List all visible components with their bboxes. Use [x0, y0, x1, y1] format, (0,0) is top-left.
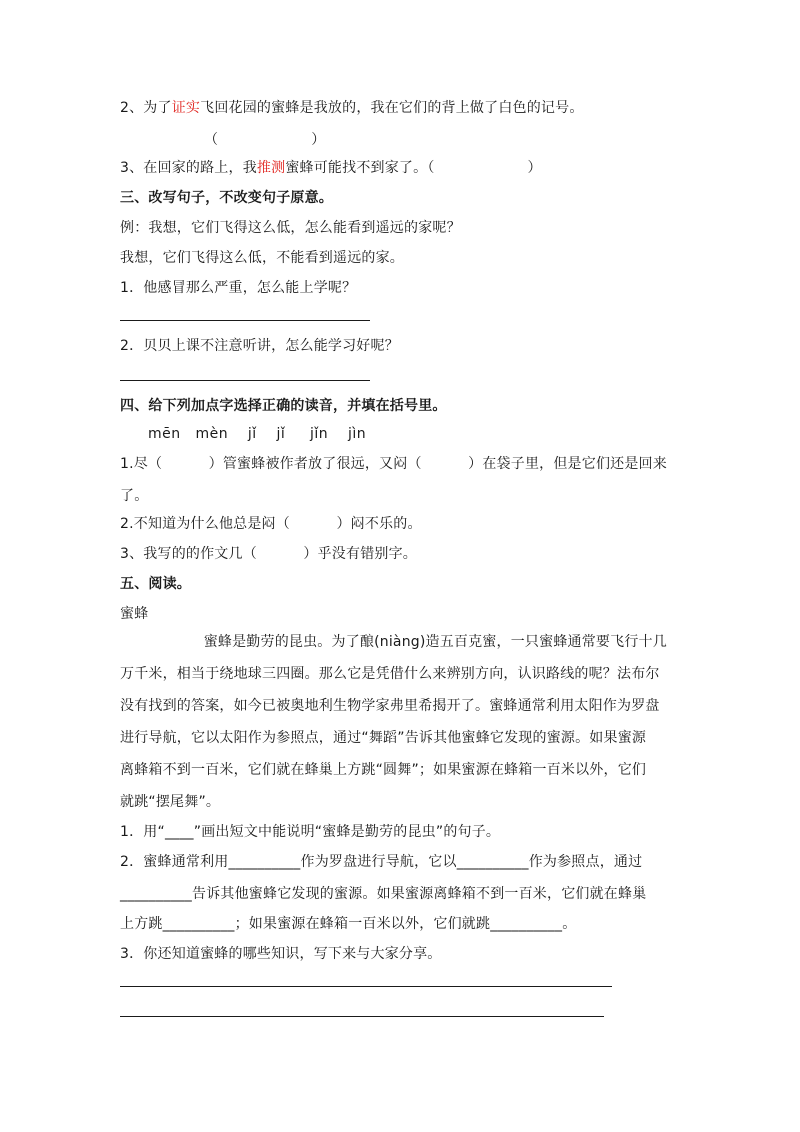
question-2-prefix: 2、为了 — [120, 100, 172, 116]
section-3-question-1: 1．他感冒那么严重，怎么能上学呢？ — [120, 280, 357, 296]
question-3-prefix: 3、在回家的路上，我 — [120, 160, 257, 176]
answer-line-3-2[interactable] — [120, 380, 370, 381]
passage-line-1: 蜜蜂是勤劳的昆虫。为了酿(niàng)造五百克蜜，一只蜜蜂通常要飞行十几 — [120, 634, 667, 650]
passage-line-3: 没有找到的答案，如今已被奥地利生物学家弗里希揭开了。蜜蜂通常利用太阳作为罗盘 — [120, 698, 660, 714]
section-4-pinyin-options: mēn mèn jǐ jǐ jǐn jìn — [148, 426, 367, 442]
section-3-title: 三、改写句子，不改变句子原意。 — [120, 190, 333, 206]
question-2-answer-paren: （ ） — [204, 132, 326, 148]
section-4-question-2: 2.不知道为什么他总是闷（ ）闷不乐的。 — [120, 516, 422, 532]
section-3-question-2: 2．贝贝上课不注意听讲，怎么能学习好呢？ — [120, 338, 399, 354]
passage-line-6: 就跳“摆尾舞”。 — [120, 794, 221, 810]
question-3-keyword: 推测 — [256, 160, 286, 176]
question-2-text: 飞回花园的蜜蜂是我放的，我在它们的背上做了白色的记号。 — [200, 100, 584, 116]
question-2-keyword: 证实 — [171, 100, 201, 116]
question-3-text: 蜜蜂可能找不到家了。（ ） — [285, 160, 542, 176]
passage-line-4: 进行导航，它以太阳作为参照点，通过“舞蹈”告诉其他蜜蜂它发现的蜜源。如果蜜源 — [120, 730, 647, 746]
reading-question-2: 2．蜜蜂通常利用__________作为罗盘进行导航，它以__________作为参照点，通过 — [120, 854, 643, 870]
answer-line-5-3a[interactable] — [120, 986, 612, 987]
reading-question-1: 1．用“____”画出短文中能说明“蜜蜂是勤劳的昆虫”的句子。 — [120, 824, 501, 840]
answer-line-3-1[interactable] — [120, 320, 370, 321]
answer-line-5-3b[interactable] — [120, 1016, 604, 1017]
passage-line-5: 离蜂箱不到一百米，它们就在蜂巢上方跳“圆舞”；如果蜜源在蜂箱一百米以外，它们 — [120, 762, 647, 778]
section-4-question-1: 1.尽（ ）管蜜蜂被作者放了很远，又闷（ ）在袋子里，但是它们还是回来 — [120, 456, 667, 472]
section-4-question-1-cont: 了。 — [120, 488, 149, 504]
question-2-line — [120, 98, 584, 118]
section-3-example: 例：我想，它们飞得这么低，怎么能看到遥远的家呢？ — [120, 220, 461, 236]
section-5-title: 五、阅读。 — [120, 576, 191, 592]
passage-heading: 蜜蜂 — [120, 606, 149, 622]
section-4-title: 四、给下列加点字选择正确的读音，并填在括号里。 — [120, 398, 447, 414]
section-3-example-answer: 我想，它们飞得这么低，不能看到遥远的家。 — [120, 250, 404, 266]
reading-question-2-cont-1: __________告诉其他蜜蜂它发现的蜜源。如果蜜源离蜂箱不到一百米，它们就在蜂巢 — [120, 886, 647, 902]
passage-line-2: 万千米，相当于绕地球三四圈。那么它是凭借什么来辨别方向，认识路线的呢？法布尔 — [120, 666, 660, 682]
section-4-question-3: 3、我写的的作文几（ ）乎没有错别字。 — [120, 546, 418, 562]
reading-question-2-cont-2: 上方跳__________；如果蜜源在蜂箱一百米以外，它们就跳__________。 — [120, 916, 577, 932]
question-3-line — [120, 158, 542, 178]
reading-question-3: 3．你还知道蜜蜂的哪些知识，写下来与大家分享。 — [120, 946, 442, 962]
